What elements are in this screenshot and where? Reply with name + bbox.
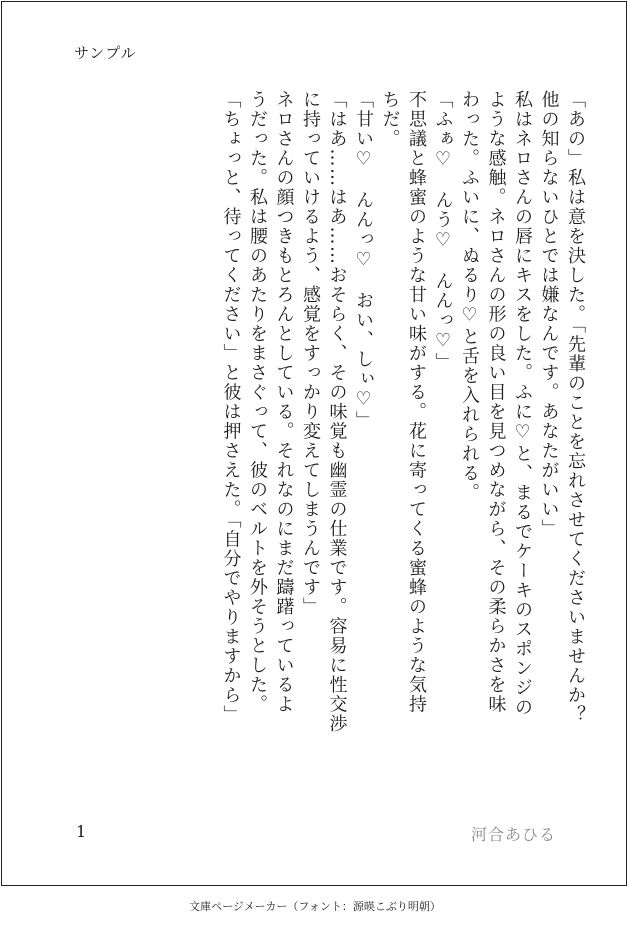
- text-line: ネロさんの顔つきもとろんとしている。それなのにまだ躊躇っているよ: [273, 90, 295, 714]
- body-text: [217, 90, 588, 780]
- page-number: 1: [76, 822, 87, 841]
- text-line: 「はあ……はあ……おそらく、その味覚も幽霊の仕業です。容易に性交渉: [326, 90, 348, 734]
- text-line: ちだ。: [379, 90, 401, 149]
- text-line: 「あの」私は意を決した。「先輩のことを忘れさせてくださいませんか？: [565, 90, 586, 725]
- text-line: 他の知らないひとでは嫌なんです。あなたがいい」: [538, 90, 560, 539]
- page-frame: [1, 1, 627, 886]
- footer-credit: 文庫ページメーカー（フォント：源暎こぶり明朝）: [189, 900, 441, 913]
- text-line: に持っていけるよう、感覚をすっかり変えてしまうんです」: [300, 90, 321, 617]
- text-line: 不思議と蜂蜜のような甘い味がする。花に寄ってくる蜜蜂のような気持: [406, 90, 427, 714]
- text-line: 「ふぁ♡ んう♡ んんっ♡」: [432, 90, 454, 372]
- author-name: 河合あひる: [470, 825, 556, 844]
- text-line: 私はネロさんの唇にキスをした。ふに♡と、まるでケーキのスポンジの: [512, 90, 533, 717]
- text-line: 「甘い♡ んんっ♡ おい、しぃ♡」: [353, 90, 374, 431]
- text-line: 「ちょっと、待ってください」と彼は押さえた。「自分でやりますから」: [220, 90, 242, 725]
- text-line: わった。ふいに、ぬるり♡と舌を入れられる。: [459, 90, 480, 503]
- book-title: サンプル: [74, 44, 137, 62]
- text-line: ような感触。ネロさんの形の良い目を見つめながら、その柔らかさを味: [485, 90, 507, 714]
- text-line: うだった。私は腰のあたりをまさぐって、彼のベルトを外そうとした。: [247, 90, 268, 714]
